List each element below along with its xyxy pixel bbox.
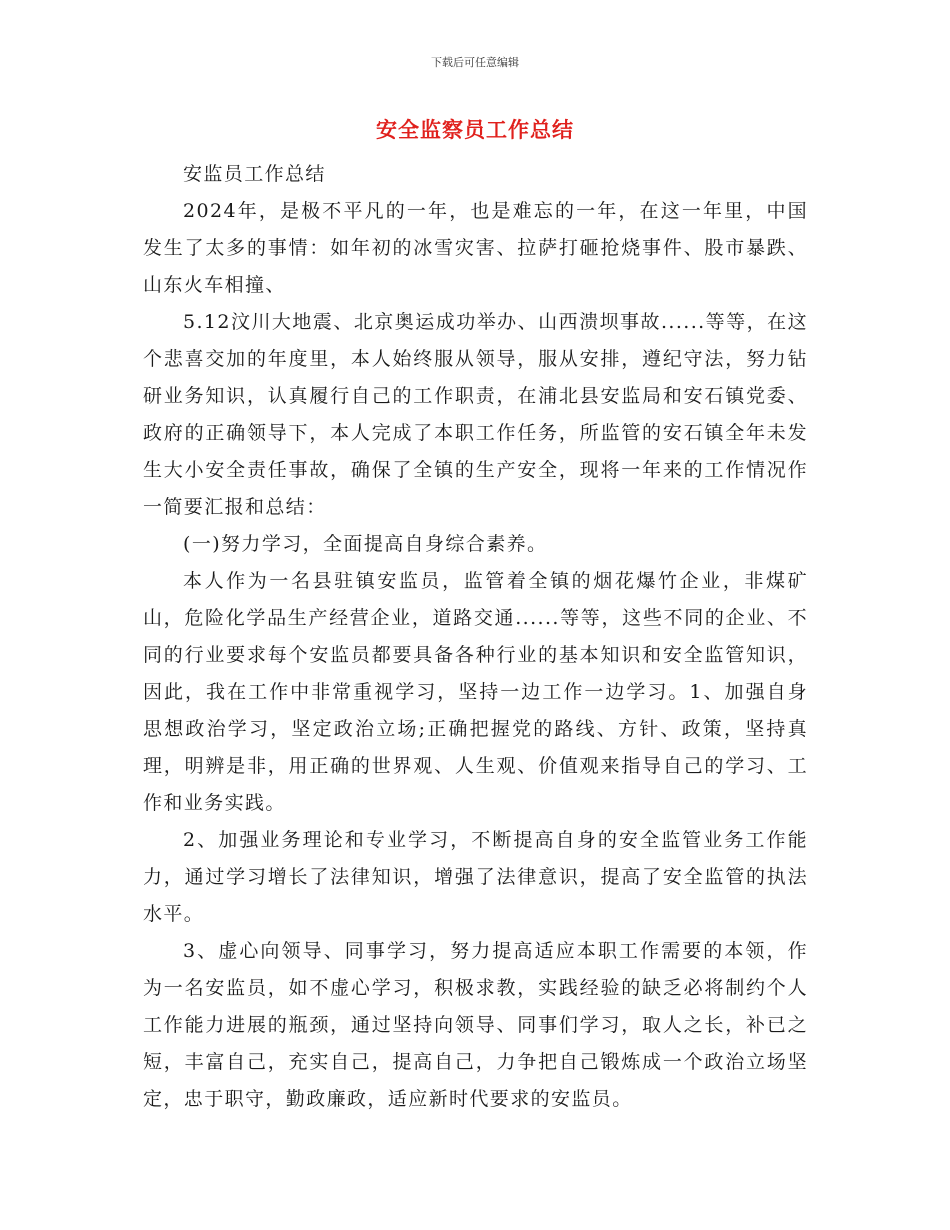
document-title: 安全监察员工作总结 bbox=[376, 118, 574, 142]
paragraph-subtitle: 安监员工作总结 bbox=[183, 163, 326, 185]
paragraph-study-1: 本人作为一名县驻镇安监员，监管着全镇的烟花爆竹企业，非煤矿山，危险化学品生产经营企业，道路交通......等等，这些不同的企业、不同的行业要求每个安监员都要具备各种行业的基本知识和安全监管知识，因此，我在工作中非常重视学习，坚持一边工作一边学习。1、加强自身思想政治学习，坚定政治立场;正确把握党的路线、方针、政策，坚持真理，明辨是非，用正确的世界观、人生观、价值观来指导自己的学习、工作和业务实践。 bbox=[143, 570, 808, 814]
paragraph-study-3: 3、虚心向领导、同事学习，努力提高适应本职工作需要的本领，作为一名安监员，如不虚心学习，积极求教，实践经验的缺乏必将制约个人工作能力进展的瓶颈，通过坚持向领导、同事们学习，取人之长，补已之短，丰富自己，充实自己，提高自己，力争把自己锻炼成一个政治立场坚定，忠于职守，勤政廉政，适应新时代要求的安监员。 bbox=[143, 940, 808, 1110]
paragraph-events: 5.12汶川大地震、北京奥运成功举办、山西溃坝事故......等等，在这个悲喜交加的年度里，本人始终服从领导，服从安排，遵纪守法，努力钻研业务知识，认真履行自己的工作职责，在浦北县安监局和安石镇党委、政府的正确领导下，本人完成了本职工作任务，所监管的安石镇全年未发生大小安全责任事故，确保了全镇的生产安全，现将一年来的工作情况作一简要汇报和总结： bbox=[143, 311, 808, 518]
document-body bbox=[143, 156, 808, 1118]
paragraph-study-2: 2、加强业务理论和专业学习，不断提高自身的安全监管业务工作能力，通过学习增长了法律知识，增强了法律意识，提高了安全监管的执法水平。 bbox=[143, 829, 808, 925]
header-note: 下载后可任意编辑 bbox=[431, 56, 519, 69]
section-heading: (一)努力学习，全面提高自身综合素养。 bbox=[183, 533, 548, 555]
paragraph-intro: 2024年，是极不平凡的一年，也是难忘的一年，在这一年里，中国发生了太多的事情：如年初的冰雪灾害、拉萨打砸抢烧事件、股市暴跌、山东火车相撞、 bbox=[143, 200, 808, 296]
